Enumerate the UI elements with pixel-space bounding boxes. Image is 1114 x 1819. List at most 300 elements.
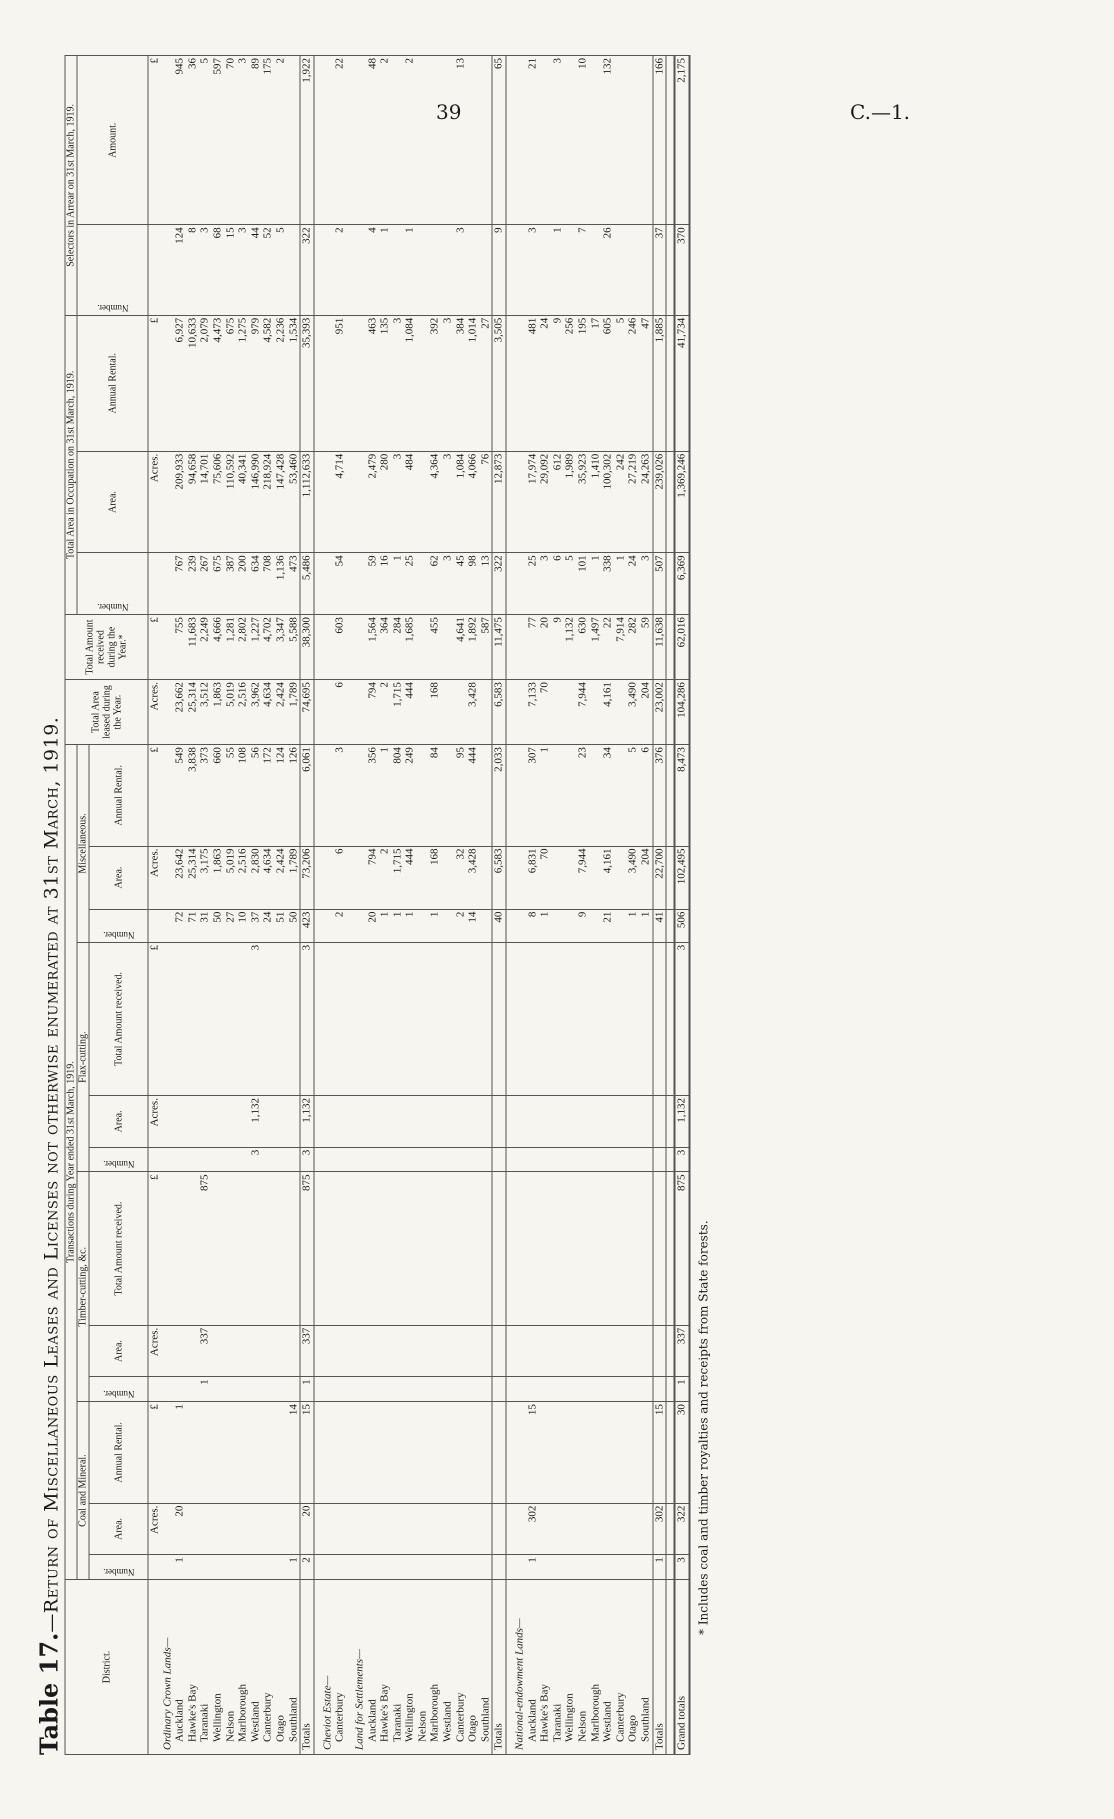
table-cell: 1,863 [211,846,224,909]
table-cell [614,745,627,846]
table-cell [666,1503,675,1555]
table-row [602,56,615,1755]
table-cell: 52 [262,225,275,315]
table-cell [161,680,174,745]
table-cell [321,1377,334,1402]
table-cell [442,225,455,315]
table-cell [666,1555,675,1580]
table-cell [639,1555,652,1580]
table-cell: 612 [551,451,564,553]
table-row [479,56,492,1755]
table-cell [353,1555,366,1580]
table-cell: 50 [287,909,300,942]
totals-cell: 239,026 [653,451,667,553]
section-name: National-endowment Lands— [514,1580,527,1755]
table-cell [353,1402,366,1503]
table-cell [454,942,467,1095]
section-row [321,56,334,1755]
table-cell: 21 [526,56,539,225]
transactions-header: Transactions during Year ended 31st March, 1919. [65,745,77,1580]
table-cell: 3 [454,225,467,315]
table-cell [353,942,366,1095]
table-cell: 1 [379,225,392,315]
table-cell: 5 [199,56,212,225]
table-cell: 24 [539,315,552,451]
table-cell [353,451,366,553]
table-cell [186,1096,199,1148]
table-cell [514,1555,527,1580]
table-cell: 630 [577,615,590,680]
table-cell [366,942,379,1095]
table-cell: 3 [526,225,539,315]
table-cell [186,1172,199,1325]
table-cell: 549 [174,745,187,846]
section-name: Land for Settlements— [353,1580,366,1755]
table-cell [614,1402,627,1503]
table-cell [161,1377,174,1402]
table-cell [514,315,527,451]
table-cell [262,1555,275,1580]
table-cell: 597 [211,56,224,225]
section-name: Cheviot Estate— [321,1580,334,1755]
table-cell [186,1503,199,1555]
grand-totals-cell: 3 [675,942,690,1095]
table-cell: 2 [404,56,417,225]
table-cell [564,745,577,846]
table-cell [353,1325,366,1377]
table-cell [346,615,353,680]
table-row [526,56,539,1755]
table-cell [161,1503,174,1555]
table-cell: 4,634 [262,846,275,909]
table-cell [514,1096,527,1148]
table-cell: 1,084 [404,315,417,451]
totals-label: Totals [653,1580,667,1755]
table-cell: 794 [366,846,379,909]
table-cell [514,680,527,745]
table-cell [589,56,602,225]
table-cell [416,909,429,942]
table-cell: 1,715 [391,846,404,909]
district-name: Westland [249,1580,262,1755]
table-cell: 25,314 [186,680,199,745]
table-cell [199,1096,212,1148]
table-cell [429,1555,442,1580]
table-cell [274,1402,287,1503]
table-cell [346,315,353,451]
table-cell [314,1580,322,1755]
table-cell [589,909,602,942]
totals-cell: 20 [300,1503,314,1555]
unit-acres: Acres. [148,451,161,553]
table-cell [564,1503,577,1555]
table-cell [366,1172,379,1325]
grand-totals-cell: 41,734 [675,315,690,451]
table-cell [614,942,627,1095]
table-row [564,56,577,1755]
table-cell [353,1172,366,1325]
table-cell: 1,132 [564,615,577,680]
table-row [186,56,199,1755]
table-cell [391,1096,404,1148]
table-cell [442,1096,455,1148]
table-cell [274,1377,287,1402]
table-cell [391,1402,404,1503]
table-cell: 98 [467,553,480,615]
table-cell [539,1402,552,1503]
table-cell: 3 [551,56,564,225]
table-cell [379,1555,392,1580]
table-cell: 75,606 [211,451,224,553]
table-cell: 10 [577,56,590,225]
unit-acres: Acres. [148,846,161,909]
table-cell [627,1096,640,1148]
table-cell [161,1096,174,1148]
table-cell [379,1402,392,1503]
table-cell: 1 [404,225,417,315]
table-cell [353,745,366,846]
table-cell [211,1172,224,1325]
table-cell [379,1503,392,1555]
table-cell: 10 [237,909,250,942]
table-cell [666,1377,675,1402]
table-cell [404,1325,417,1377]
table-cell [404,1147,417,1172]
table-cell [346,1555,353,1580]
table-cell: 5,019 [224,846,237,909]
table-cell: 7,944 [577,680,590,745]
misc-number-header: Number. [102,929,135,940]
table-cell [274,1172,287,1325]
table-cell [237,942,250,1095]
table-cell [224,1325,237,1377]
table-cell: 444 [404,846,417,909]
table-title [35,55,65,1755]
totals-cell: 3,505 [492,315,506,451]
occ-rental-header: Annual Rental. [77,315,148,451]
table-cell [666,1402,675,1503]
rotated-table-area [35,55,1080,1755]
table-cell [614,1555,627,1580]
grand-totals-cell: 875 [675,1172,690,1325]
table-cell: 8 [526,909,539,942]
table-cell [314,745,322,846]
table-cell [429,225,442,315]
table-cell [639,1503,652,1555]
table-cell [442,1147,455,1172]
table-cell: 15 [224,225,237,315]
table-cell [666,1096,675,1148]
district-name: Nelson [224,1580,237,1755]
table-cell [526,1325,539,1377]
table-cell: 124 [274,745,287,846]
table-cell [506,1325,514,1377]
totals-cell [653,1096,667,1148]
totals-cell: 6,061 [300,745,314,846]
table-cell [639,1377,652,1402]
table-cell: 1 [551,225,564,315]
totals-cell: 5,486 [300,553,314,615]
table-cell [379,1325,392,1377]
table-cell [314,615,322,680]
table-cell [391,1325,404,1377]
district-name: Auckland [174,1580,187,1755]
district-name: Hawke's Bay [539,1580,552,1755]
grand-totals-cell: 6,369 [675,553,690,615]
table-cell [346,1325,353,1377]
table-cell: 2,516 [237,846,250,909]
table-cell: 16 [379,553,392,615]
table-cell: 267 [199,553,212,615]
occ-number-header: Number. [96,602,129,613]
table-cell: 5 [627,745,640,846]
unit-acres: Acres. [148,680,161,745]
district-name: Southland [287,1580,300,1755]
table-cell [211,942,224,1095]
table-cell [506,1555,514,1580]
table-cell: 2,516 [237,680,250,745]
table-cell: 945 [174,56,187,225]
table-cell [287,56,300,225]
table-cell [287,1377,300,1402]
table-cell: 356 [366,745,379,846]
table-cell: 1 [639,909,652,942]
table-cell [602,1555,615,1580]
table-cell [442,1325,455,1377]
totals-cell: 322 [300,225,314,315]
table-cell [199,942,212,1095]
table-cell [346,1147,353,1172]
district-name: Nelson [416,1580,429,1755]
table-cell [577,1402,590,1503]
table-cell [506,451,514,553]
table-cell [237,1377,250,1402]
table-cell: 4,641 [454,615,467,680]
table-cell [442,615,455,680]
table-cell [211,1402,224,1503]
table-cell [514,846,527,909]
table-cell [442,846,455,909]
table-cell: 89 [249,56,262,225]
table-cell: 675 [211,553,224,615]
table-cell: 794 [366,680,379,745]
table-cell: 50 [211,909,224,942]
table-cell [479,1503,492,1555]
table-cell [199,1555,212,1580]
table-cell: 200 [237,553,250,615]
table-cell: 11,683 [186,615,199,680]
table-cell [237,1325,250,1377]
table-cell [174,942,187,1095]
table-cell [506,909,514,942]
table-cell [551,846,564,909]
table-cell [314,1402,322,1503]
totals-cell: 3 [300,942,314,1095]
table-cell [416,615,429,680]
table-cell [314,1147,322,1172]
table-cell: 473 [287,553,300,615]
table-cell: 1 [539,909,552,942]
table-cell [429,56,442,225]
table-cell: 94,658 [186,451,199,553]
table-cell [454,1503,467,1555]
table-cell: 7 [577,225,590,315]
table-cell [314,1555,322,1580]
table-cell [564,942,577,1095]
table-cell [589,680,602,745]
grand-totals-cell: 506 [675,909,690,942]
table-cell [287,225,300,315]
table-cell [526,942,539,1095]
table-cell: 1 [287,1555,300,1580]
table-cell [429,1402,442,1503]
timber-header: Timber-cutting, &c. [77,1172,89,1402]
table-cell [174,1147,187,1172]
totals-cell: 1,112,633 [300,451,314,553]
table-cell: 392 [429,315,442,451]
table-cell: 71 [186,909,199,942]
totals-cell: 1,885 [653,315,667,451]
table-cell [479,942,492,1095]
spacer-row [666,56,675,1755]
table-cell: 68 [211,225,224,315]
table-cell [353,909,366,942]
totals-cell: 1 [653,1555,667,1580]
table-cell [564,225,577,315]
table-cell [321,451,334,553]
unit-pound: £ [148,942,161,1095]
table-cell: 62 [429,553,442,615]
table-cell [666,745,675,846]
table-cell: 1 [174,1555,187,1580]
district-name: Hawke's Bay [379,1580,392,1755]
table-cell [514,1503,527,1555]
table-cell [416,315,429,451]
table-cell: 48 [366,56,379,225]
table-cell [602,1096,615,1148]
grand-totals-cell: 8,473 [675,745,690,846]
grand-totals-cell: 1,369,246 [675,451,690,553]
table-cell [346,1377,353,1402]
totals-row [653,56,667,1755]
table-cell [614,225,627,315]
table-cell [479,56,492,225]
totals-cell [653,1377,667,1402]
table-cell [551,1147,564,1172]
table-cell: 100,302 [602,451,615,553]
table-cell: 21 [602,909,615,942]
flax-amount-header: Total Amount received. [89,942,148,1095]
table-cell [639,1325,652,1377]
district-name: Marlborough [589,1580,602,1755]
grand-totals-cell: 104,286 [675,680,690,745]
table-row [287,56,300,1755]
table-cell: 204 [639,680,652,745]
table-cell [454,1555,467,1580]
table-cell: 3 [249,942,262,1095]
table-row [262,56,275,1755]
table-cell [666,1325,675,1377]
table-cell: 242 [614,451,627,553]
table-cell [314,1172,322,1325]
table-cell [186,1325,199,1377]
table-cell: 804 [391,745,404,846]
district-name: Wellington [564,1580,577,1755]
table-cell [321,745,334,846]
table-cell [564,1325,577,1377]
table-row [429,56,442,1755]
table-cell: 1,136 [274,553,287,615]
table-cell [334,1402,347,1503]
table-cell [161,553,174,615]
district-name: Hawke's Bay [186,1580,199,1755]
grand-totals-cell: 3 [675,1555,690,1580]
table-cell: 1 [391,553,404,615]
totals-cell: 38,300 [300,615,314,680]
table-cell: 51 [274,909,287,942]
table-cell [186,1402,199,1503]
table-cell [467,56,480,225]
table-cell [467,225,480,315]
table-cell [321,1555,334,1580]
table-cell [334,1377,347,1402]
table-cell [237,1503,250,1555]
table-cell: 15 [526,1402,539,1503]
table-cell: 7,133 [526,680,539,745]
table-cell [211,1147,224,1172]
table-cell: 249 [404,745,417,846]
table-cell [589,1555,602,1580]
table-cell [506,553,514,615]
table-cell [614,1503,627,1555]
table-cell [589,225,602,315]
coal-number-header: Number. [102,1567,135,1577]
table-cell: 3,428 [467,846,480,909]
totals-cell [492,1172,506,1325]
table-cell: 282 [627,615,640,680]
table-cell [454,1172,467,1325]
table-cell [314,1096,322,1148]
grand-totals-cell: 1,132 [675,1096,690,1148]
table-cell: 4 [366,225,379,315]
table-cell: 338 [602,553,615,615]
totals-cell: 11,475 [492,615,506,680]
table-cell [467,1377,480,1402]
table-cell: 3 [442,553,455,615]
totals-cell: 6,583 [492,846,506,909]
table-cell: 605 [602,315,615,451]
table-cell: 101 [577,553,590,615]
table-cell [237,1555,250,1580]
timber-number-header: Number. [102,1389,135,1400]
unit-acres: Acres. [148,1325,161,1377]
table-cell [416,1096,429,1148]
table-cell [479,909,492,942]
table-cell: 56 [249,745,262,846]
table-cell [249,1172,262,1325]
table-cell: 36 [186,56,199,225]
table-cell [479,680,492,745]
table-cell [321,56,334,225]
table-cell [287,1147,300,1172]
table-cell [639,942,652,1095]
table-cell [514,615,527,680]
table-cell [577,1555,590,1580]
table-cell [346,56,353,225]
table-cell [211,1555,224,1580]
table-cell [211,1503,224,1555]
table-cell [639,1402,652,1503]
